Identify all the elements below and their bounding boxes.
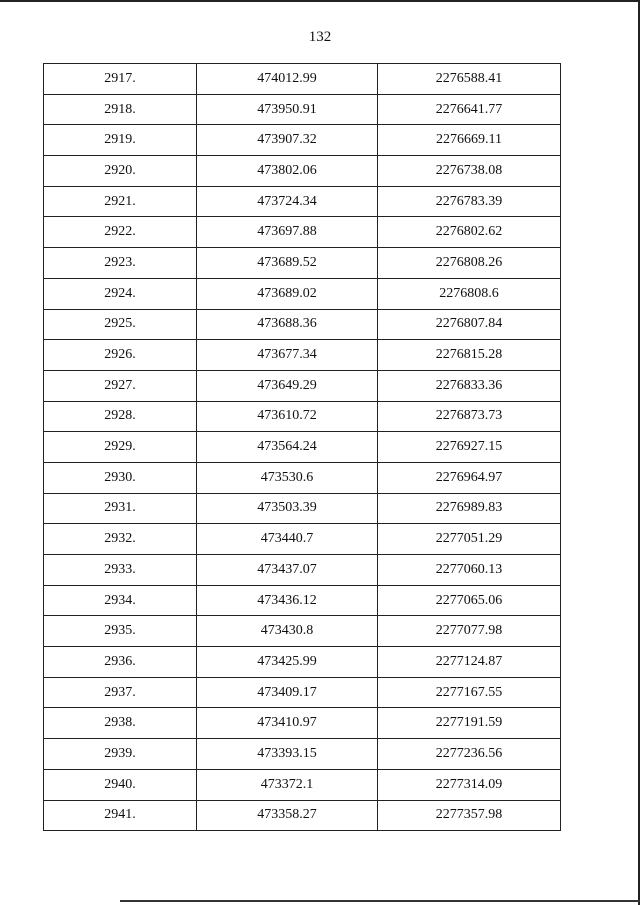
y-coordinate-cell: 2277314.09: [378, 769, 561, 800]
y-coordinate-cell: 2276641.77: [378, 94, 561, 125]
point-number-cell: 2927.: [44, 370, 197, 401]
point-number-cell: 2936.: [44, 647, 197, 678]
point-number-cell: 2925.: [44, 309, 197, 340]
table-row: [44, 769, 561, 800]
point-number-cell: 2917.: [44, 64, 197, 95]
table-row: [44, 555, 561, 586]
x-coordinate-cell: 473425.99: [197, 647, 378, 678]
scan-edge-bottom: [120, 900, 640, 902]
table-row: [44, 125, 561, 156]
table-row: [44, 186, 561, 217]
x-coordinate-cell: 473436.12: [197, 585, 378, 616]
y-coordinate-cell: 2276802.62: [378, 217, 561, 248]
table-row: [44, 708, 561, 739]
table-row: [44, 585, 561, 616]
y-coordinate-cell: 2277060.13: [378, 555, 561, 586]
point-number-cell: 2935.: [44, 616, 197, 647]
point-number-cell: 2931.: [44, 493, 197, 524]
x-coordinate-cell: 473907.32: [197, 125, 378, 156]
x-coordinate-cell: 473610.72: [197, 401, 378, 432]
y-coordinate-cell: 2276669.11: [378, 125, 561, 156]
table-row: [44, 340, 561, 371]
x-coordinate-cell: 473564.24: [197, 432, 378, 463]
page-number: 132: [308, 29, 332, 45]
y-coordinate-cell: 2276738.08: [378, 156, 561, 187]
x-coordinate-cell: 473688.36: [197, 309, 378, 340]
table-row: [44, 800, 561, 831]
y-coordinate-cell: 2276588.41: [378, 64, 561, 95]
y-coordinate-cell: 2277167.55: [378, 677, 561, 708]
y-coordinate-cell: 2276989.83: [378, 493, 561, 524]
x-coordinate-cell: 473430.8: [197, 616, 378, 647]
y-coordinate-cell: 2276833.36: [378, 370, 561, 401]
table-row: [44, 647, 561, 678]
table-row: [44, 616, 561, 647]
table-row: [44, 248, 561, 279]
y-coordinate-cell: 2276807.84: [378, 309, 561, 340]
table-row: [44, 739, 561, 770]
y-coordinate-cell: 2276815.28: [378, 340, 561, 371]
x-coordinate-cell: 473677.34: [197, 340, 378, 371]
y-coordinate-cell: 2276927.15: [378, 432, 561, 463]
x-coordinate-cell: 473689.02: [197, 278, 378, 309]
x-coordinate-cell: 473802.06: [197, 156, 378, 187]
y-coordinate-cell: 2276964.97: [378, 462, 561, 493]
point-number-cell: 2934.: [44, 585, 197, 616]
table-row: [44, 278, 561, 309]
point-number-cell: 2940.: [44, 769, 197, 800]
point-number-cell: 2921.: [44, 186, 197, 217]
x-coordinate-cell: 473409.17: [197, 677, 378, 708]
coordinates-table: [43, 63, 561, 831]
y-coordinate-cell: 2277191.59: [378, 708, 561, 739]
table-row: [44, 370, 561, 401]
point-number-cell: 2941.: [44, 800, 197, 831]
point-number-cell: 2937.: [44, 677, 197, 708]
x-coordinate-cell: 473689.52: [197, 248, 378, 279]
x-coordinate-cell: 474012.99: [197, 64, 378, 95]
table-row: [44, 401, 561, 432]
scan-edge-top: [0, 0, 640, 2]
x-coordinate-cell: 473503.39: [197, 493, 378, 524]
y-coordinate-cell: 2277077.98: [378, 616, 561, 647]
point-number-cell: 2918.: [44, 94, 197, 125]
table-row: [44, 156, 561, 187]
x-coordinate-cell: 473950.91: [197, 94, 378, 125]
table-row: [44, 524, 561, 555]
x-coordinate-cell: 473649.29: [197, 370, 378, 401]
table-row: [44, 309, 561, 340]
x-coordinate-cell: 473358.27: [197, 800, 378, 831]
y-coordinate-cell: 2276783.39: [378, 186, 561, 217]
point-number-cell: 2920.: [44, 156, 197, 187]
point-number-cell: 2926.: [44, 340, 197, 371]
point-number-cell: 2933.: [44, 555, 197, 586]
point-number-cell: 2932.: [44, 524, 197, 555]
coordinates-table-body: [44, 64, 561, 831]
y-coordinate-cell: 2277124.87: [378, 647, 561, 678]
table-row: [44, 462, 561, 493]
x-coordinate-cell: 473697.88: [197, 217, 378, 248]
point-number-cell: 2923.: [44, 248, 197, 279]
table-row: [44, 94, 561, 125]
point-number-cell: 2930.: [44, 462, 197, 493]
x-coordinate-cell: 473437.07: [197, 555, 378, 586]
x-coordinate-cell: 473410.97: [197, 708, 378, 739]
y-coordinate-cell: 2276808.26: [378, 248, 561, 279]
point-number-cell: 2938.: [44, 708, 197, 739]
point-number-cell: 2929.: [44, 432, 197, 463]
point-number-cell: 2919.: [44, 125, 197, 156]
x-coordinate-cell: 473530.6: [197, 462, 378, 493]
y-coordinate-cell: 2277236.56: [378, 739, 561, 770]
table-row: [44, 493, 561, 524]
x-coordinate-cell: 473724.34: [197, 186, 378, 217]
x-coordinate-cell: 473440.7: [197, 524, 378, 555]
table-row: [44, 217, 561, 248]
point-number-cell: 2924.: [44, 278, 197, 309]
y-coordinate-cell: 2276808.6: [378, 278, 561, 309]
x-coordinate-cell: 473372.1: [197, 769, 378, 800]
table-row: [44, 432, 561, 463]
point-number-cell: 2928.: [44, 401, 197, 432]
point-number-cell: 2922.: [44, 217, 197, 248]
y-coordinate-cell: 2276873.73: [378, 401, 561, 432]
table-row: [44, 677, 561, 708]
x-coordinate-cell: 473393.15: [197, 739, 378, 770]
y-coordinate-cell: 2277051.29: [378, 524, 561, 555]
y-coordinate-cell: 2277065.06: [378, 585, 561, 616]
y-coordinate-cell: 2277357.98: [378, 800, 561, 831]
point-number-cell: 2939.: [44, 739, 197, 770]
table-row: [44, 64, 561, 95]
